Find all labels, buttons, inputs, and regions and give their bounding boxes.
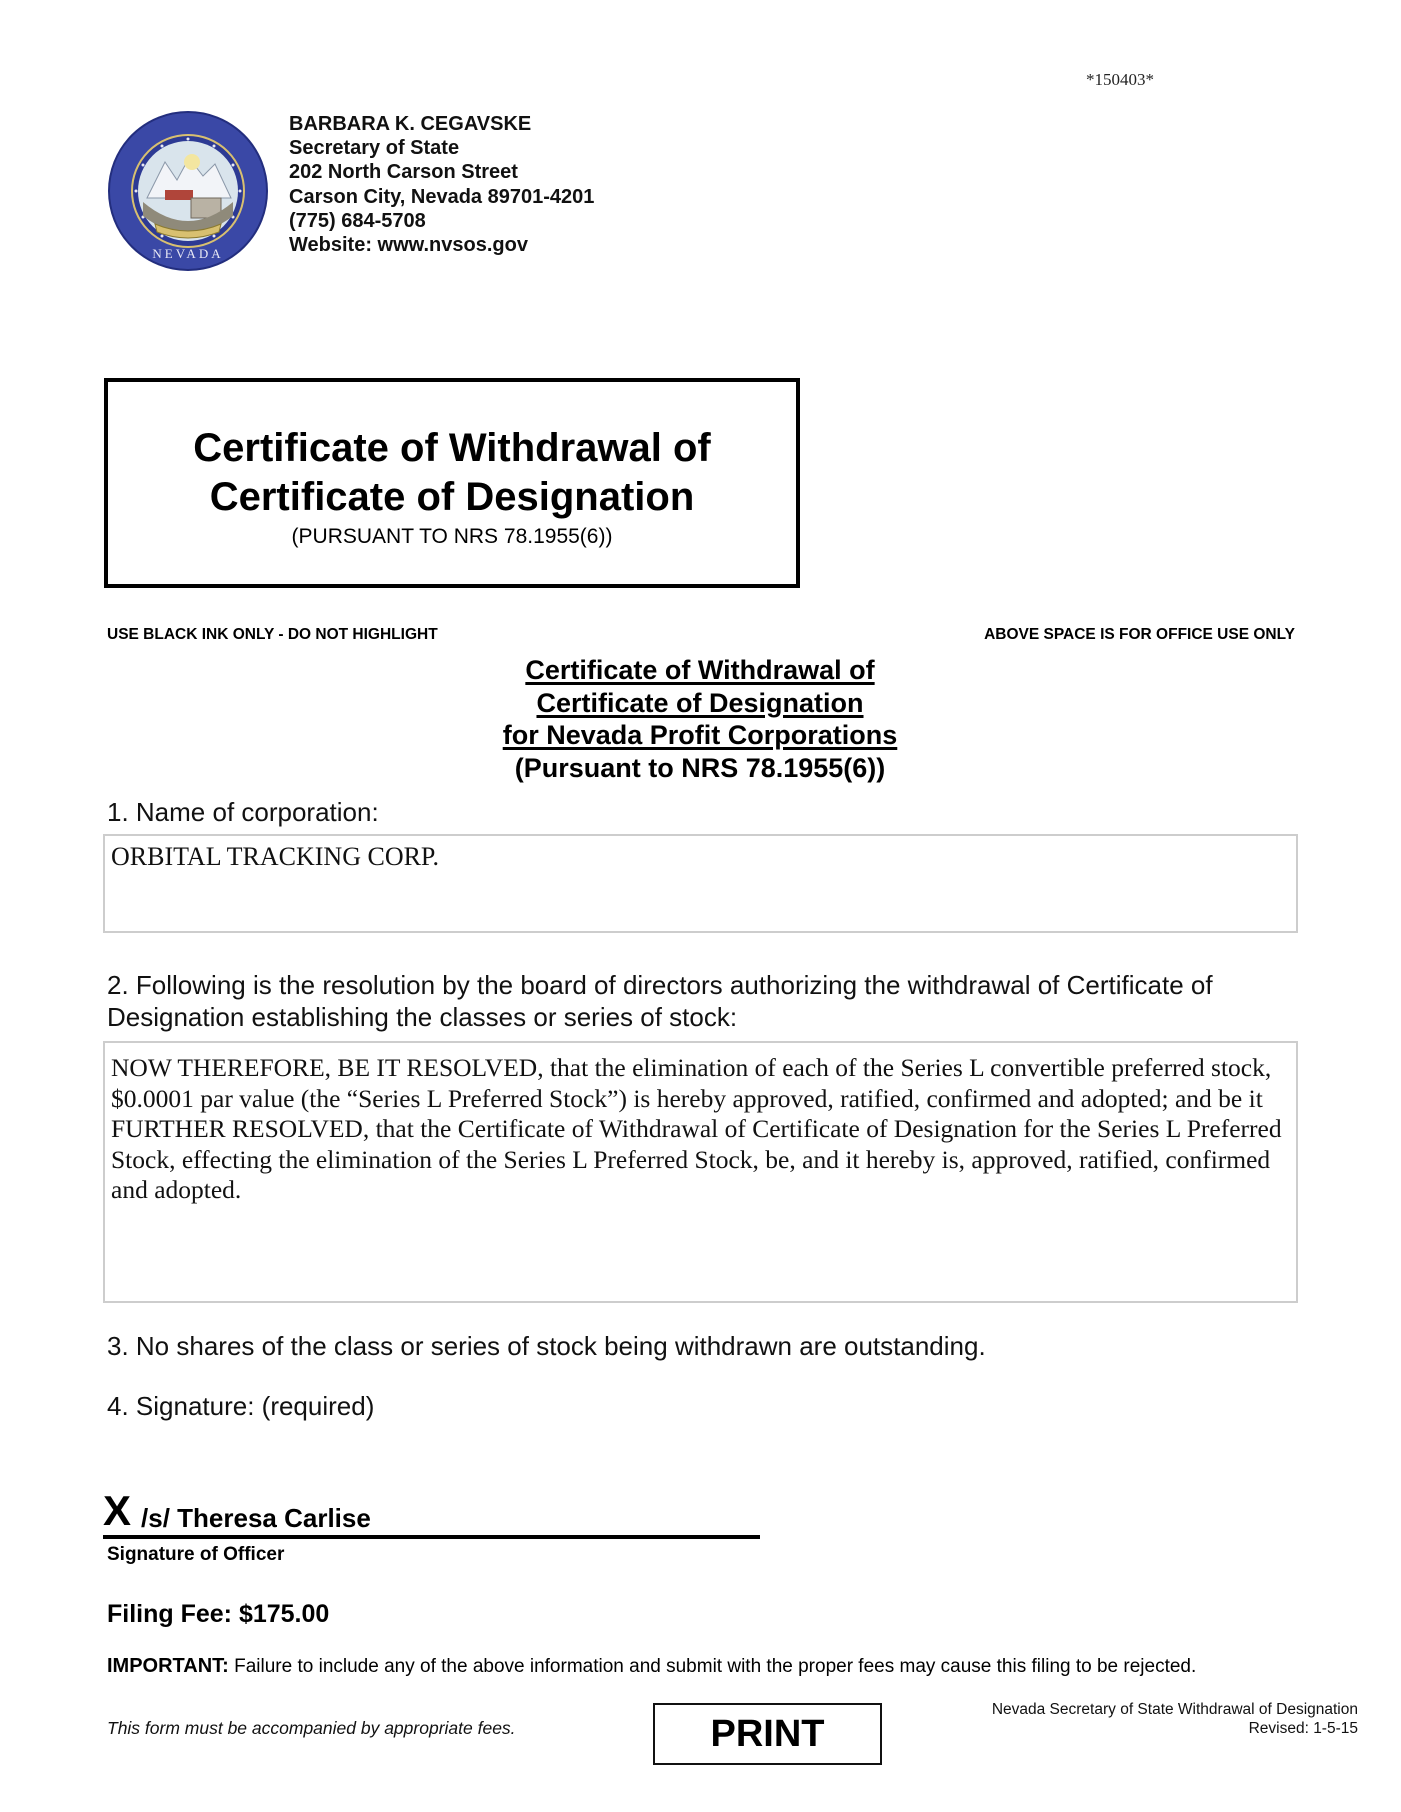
resolution-paragraph-1: NOW THEREFORE, BE IT RESOLVED, that the elimination of each of the Series L convertible preferred stock, $0.0001 par value (the “Series L Preferred Stock”) is hereby approved, ratified, confirmed and adopted; and be it [111, 1053, 1272, 1113]
signature-x-mark: X [103, 1487, 132, 1534]
subtitle-line-1: Certificate of Withdrawal of [525, 655, 875, 685]
form-name: Nevada Secretary of State Withdrawal of Designation [991, 1701, 1358, 1718]
signature-field[interactable] [103, 1487, 760, 1539]
form-title-line-2: Certificate of Designation [209, 475, 695, 519]
important-prefix: IMPORTANT: [107, 1655, 229, 1677]
seal-building [165, 190, 193, 200]
office-city: Carson City, Nevada 89701-4201 [289, 185, 595, 208]
office-street: 202 North Carson Street [289, 161, 518, 184]
subtitle-line-2: Certificate of Designation [536, 687, 864, 718]
form-title-box [104, 378, 800, 588]
ink-notice: USE BLACK INK ONLY - DO NOT HIGHLIGHT [107, 626, 438, 643]
signature-label: 4. Signature: (required) [107, 1391, 375, 1421]
form-title-statute: (PURSUANT TO NRS 78.1955(6)) [291, 525, 613, 548]
corporation-name-label: 1. Name of corporation: [107, 797, 379, 827]
office-use-notice: ABOVE SPACE IS FOR OFFICE USE ONLY [984, 626, 1295, 643]
form-footer-info [992, 1700, 1358, 1738]
corporation-name-field[interactable]: ORBITAL TRACKING CORP. [103, 834, 1298, 933]
secretary-of-state-address [289, 112, 594, 257]
resolution-label: 2. Following is the resolution by the board of directors authorizing the withdrawal of Certificate of Designation establishing the classes or series of stock: [107, 970, 1213, 1032]
office-website: Website: www.nvsos.gov [289, 234, 528, 257]
resolution-field[interactable] [103, 1041, 1298, 1303]
resolution-paragraph-2: FURTHER RESOLVED, that the Certificate of Withdrawal of Certificate of Designation for the Series L Preferred Stock, effecting the elimination of the Series L Preferred Stock, be, and it hereby is, approved, ratified, confirmed and adopted. [111, 1114, 1282, 1204]
seal-sun [184, 154, 200, 170]
document-barcode-number: *150403* [1086, 70, 1154, 89]
no-shares-outstanding-statement: 3. No shares of the class or series of stock being withdrawn are outstanding. [107, 1331, 986, 1361]
seal-nevada-text: NEVADA [152, 246, 224, 261]
subtitle-line-3: for Nevada Profit Corporations [502, 720, 898, 750]
form-title-line-1: Certificate of Withdrawal of [193, 426, 711, 470]
important-text: Failure to include any of the above information and submit with the proper fees may cause this filing to be rejected. [228, 1656, 1197, 1677]
important-notice [107, 1655, 1196, 1678]
form-subtitle [400, 654, 1000, 784]
form-revised-date: Revised: 1-5-15 [1248, 1720, 1358, 1737]
subtitle-line-4: (Pursuant to NRS 78.1955(6)) [514, 752, 886, 783]
fees-note: This form must be accompanied by appropriate fees. [107, 1718, 516, 1738]
nevada-state-seal [107, 110, 269, 272]
office-phone: (775) 684-5708 [289, 209, 426, 232]
signature-value: /s/ Theresa Carlise [141, 1503, 371, 1533]
print-button[interactable]: PRINT [653, 1703, 882, 1765]
signature-of-officer-caption: Signature of Officer [107, 1544, 285, 1565]
official-name: BARBARA K. CEGAVSKE [289, 113, 532, 135]
official-title: Secretary of State [289, 137, 460, 160]
filing-fee: Filing Fee: $175.00 [107, 1600, 330, 1628]
